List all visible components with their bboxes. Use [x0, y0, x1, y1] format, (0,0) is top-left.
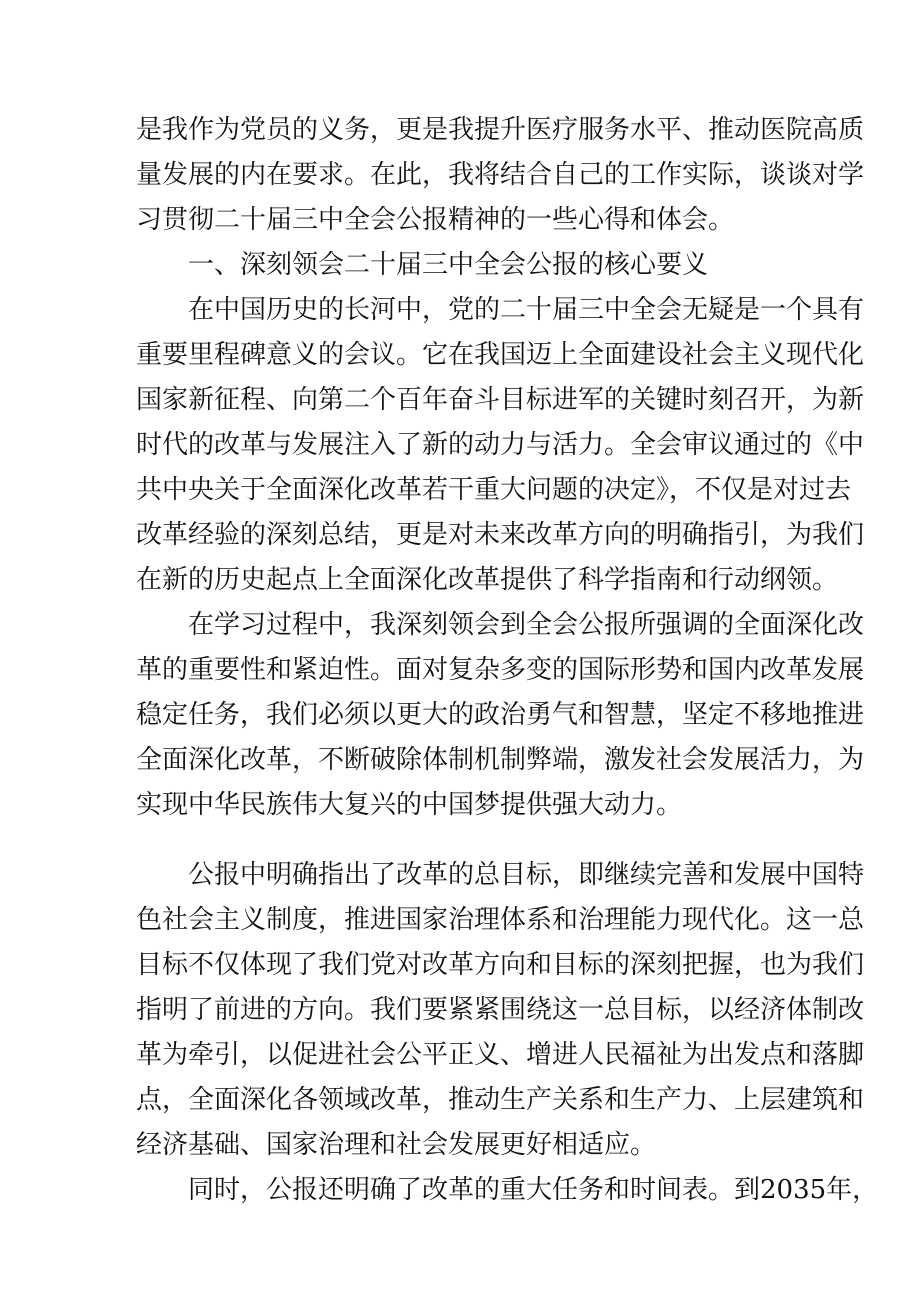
text-line: 稳定任务，我们必须以更大的政治勇气和智慧，坚定不移地推进: [136, 700, 865, 730]
text-line: 革为牵引，以促进社会公平正义、增进人民福祉为出发点和落脚: [136, 1040, 865, 1070]
text-line: 在新的历史起点上全面深化改革提供了科学指南和行动纲领。: [136, 565, 839, 595]
text-line: 同时，公报还明确了改革的重大任务和时间表。到2035年，: [188, 1175, 879, 1205]
text-line: 改革经验的深刻总结，更是对未来改革方向的明确指引，为我们: [136, 520, 865, 550]
section-heading: 一、深刻领会二十届三中全会公报的核心要义: [188, 250, 709, 280]
text-line: 色社会主义制度，推进国家治理体系和治理能力现代化。这一总: [136, 905, 865, 935]
text-line: 是我作为党员的义务，更是我提升医疗服务水平、推动医院高质: [136, 115, 865, 145]
text-line: 点，全面深化各领域改革，推动生产关系和生产力、上层建筑和: [136, 1085, 865, 1115]
text-line: 全面深化改革，不断破除体制机制弊端，激发社会发展活力，为: [136, 745, 865, 775]
text-line: 公报中明确指出了改革的总目标，即继续完善和发展中国特: [188, 860, 865, 890]
text-line: 习贯彻二十届三中全会公报精神的一些心得和体会。: [136, 205, 735, 235]
text-line: 目标不仅体现了我们党对改革方向和目标的深刻把握，也为我们: [136, 950, 865, 980]
text-line: 革的重要性和紧迫性。面对复杂多变的国际形势和国内改革发展: [136, 655, 865, 685]
text-line: 国家新征程、向第二个百年奋斗目标进军的关键时刻召开，为新: [136, 385, 865, 415]
text-line: 在学习过程中，我深刻领会到全会公报所强调的全面深化改: [188, 610, 865, 640]
text-line: 实现中华民族伟大复兴的中国梦提供强大动力。: [136, 790, 683, 820]
text-line: 重要里程碑意义的会议。它在我国迈上全面建设社会主义现代化: [136, 340, 865, 370]
text-line: 量发展的内在要求。在此，我将结合自己的工作实际，谈谈对学: [136, 160, 865, 190]
text-line: 在中国历史的长河中，党的二十届三中全会无疑是一个具有: [188, 295, 865, 325]
text-line: 时代的改革与发展注入了新的动力与活力。全会审议通过的《中: [136, 430, 865, 460]
text-line: 指明了前进的方向。我们要紧紧围绕这一总目标，以经济体制改: [136, 995, 865, 1025]
text-line: 共中央关于全面深化改革若干重大问题的决定》，不仅是对过去: [136, 475, 852, 505]
text-line: 经济基础、国家治理和社会发展更好相适应。: [136, 1130, 657, 1160]
